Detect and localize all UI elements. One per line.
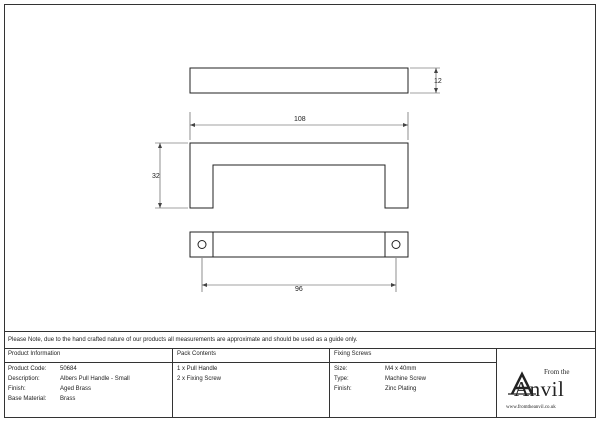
column-divider-2 — [329, 348, 330, 418]
screw-type-label: Type: — [334, 376, 349, 382]
base-material-value: Brass — [60, 396, 76, 402]
table-header-rule — [4, 362, 496, 363]
fixing-hole-right — [392, 241, 400, 249]
from-the-anvil-logo — [500, 362, 592, 414]
bottom-view-outline — [190, 232, 408, 257]
pack-item-handle: 1 x Pull Handle — [177, 366, 218, 372]
product-code-label: Product Code: — [8, 366, 47, 372]
screw-finish-label: Finish: — [334, 386, 352, 392]
logo-brand: Anvil — [514, 377, 565, 401]
side-view-outline — [190, 143, 408, 208]
description-value: Albers Pull Handle - Small — [60, 376, 130, 382]
dim-overall-length: 108 — [294, 116, 306, 123]
screw-size-label: Size: — [334, 366, 348, 372]
disclaimer-note: Please Note, due to the hand crafted nature of our products all measurements are approximate and should be used as a guide only. — [8, 337, 358, 343]
description-label: Description: — [8, 376, 40, 382]
table-top-rule — [4, 348, 596, 349]
top-view-outline — [190, 68, 408, 93]
product-code-value: 50684 — [60, 366, 77, 372]
finish-value: Aged Brass — [60, 386, 92, 392]
note-divider-top — [4, 331, 596, 332]
screw-finish-value: Zinc Plating — [385, 386, 417, 392]
pack-contents-header: Pack Contents — [177, 351, 217, 357]
pack-item-screw: 2 x Fixing Screw — [177, 376, 222, 382]
fixing-hole-left — [198, 241, 206, 249]
dim-height-top: 12 — [434, 78, 442, 85]
screw-size-value: M4 x 40mm — [385, 366, 417, 372]
dim-height-side: 32 — [152, 173, 160, 180]
screw-type-value: Machine Screw — [385, 376, 427, 382]
column-divider-3 — [496, 348, 497, 418]
product-info-header: Product Information — [8, 351, 61, 357]
logo-from-the: From the — [544, 368, 570, 376]
finish-label: Finish: — [8, 386, 26, 392]
column-divider-1 — [172, 348, 173, 418]
logo-url: www.fromtheanvil.co.uk — [506, 405, 556, 410]
fixing-screws-header: Fixing Screws — [334, 351, 372, 357]
base-material-label: Base Material: — [8, 396, 47, 402]
dim-hole-centres: 96 — [295, 286, 303, 293]
